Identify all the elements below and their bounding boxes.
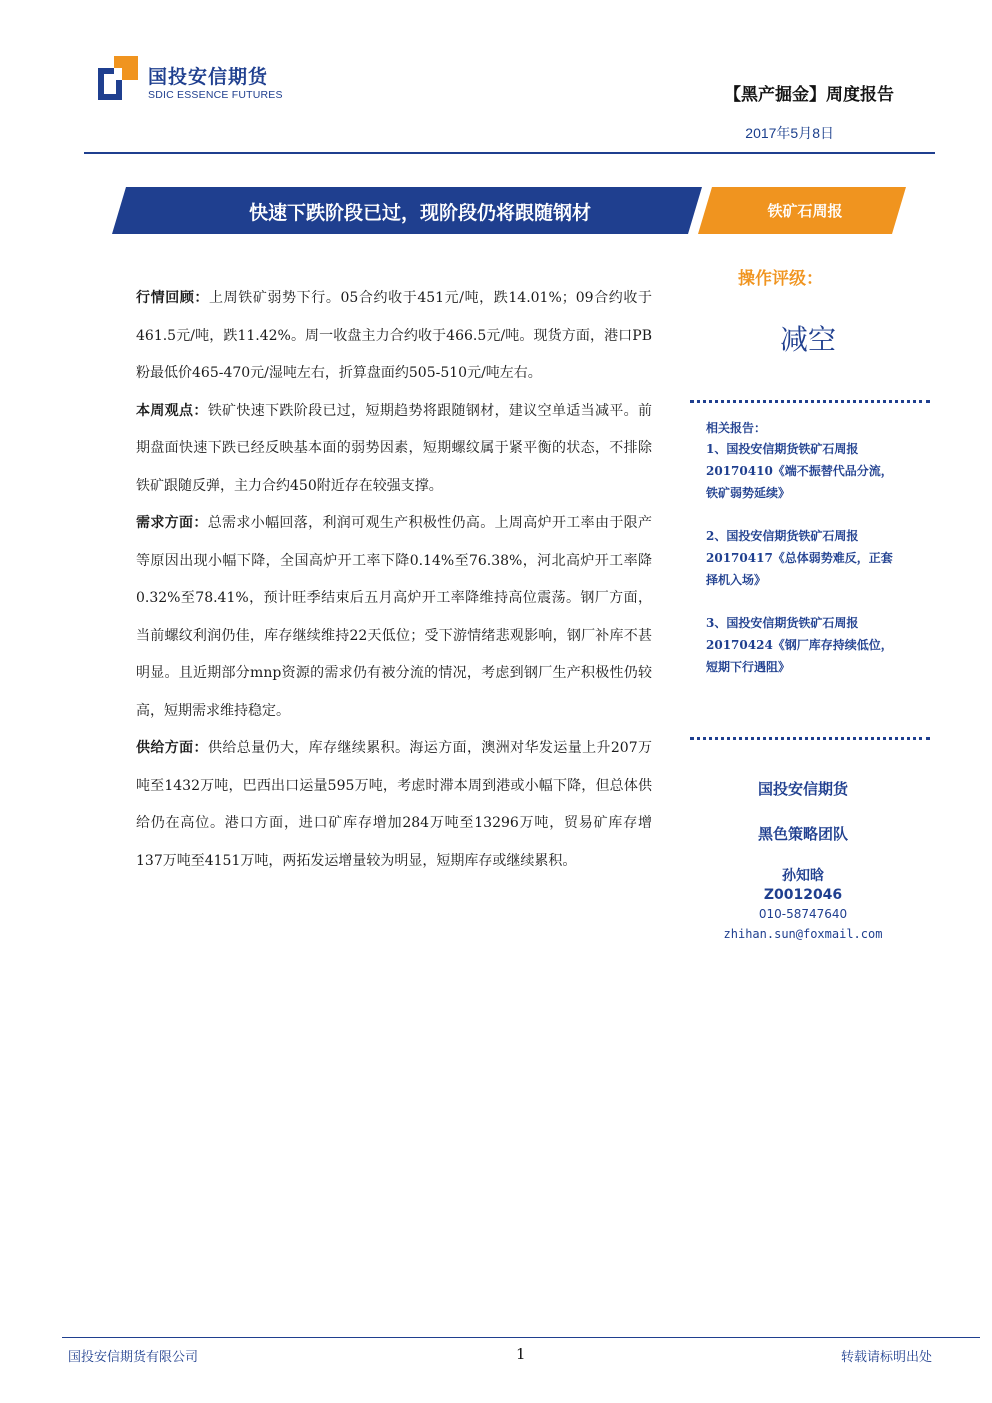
related-report-line: 20170424《钢厂库存持续低位， xyxy=(706,638,893,652)
related-report-line: 2、国投安信期货铁矿石周报 xyxy=(706,529,859,543)
author-id: Z0012046 xyxy=(763,887,843,903)
report-title: 快速下跌阶段已过，现阶段仍将跟随钢材 xyxy=(248,202,591,224)
author-name: 孙知晗 xyxy=(782,868,824,884)
logo-en-text: SDIC ESSENCE FUTURES xyxy=(148,89,283,101)
related-report-link[interactable] xyxy=(706,525,930,591)
related-reports-title: 相关报告： xyxy=(706,421,767,435)
report-date: 2017年5月8日 xyxy=(745,125,834,141)
footer-divider xyxy=(62,1337,980,1338)
logo-icon xyxy=(98,56,138,100)
paragraph-demand xyxy=(136,505,652,730)
related-report-line: 3、国投安信期货铁矿石周报 xyxy=(706,616,859,630)
related-report-line: 1、国投安信期货铁矿石周报 xyxy=(706,442,859,456)
author-phone: 010-58747640 xyxy=(758,907,848,921)
paragraph-text: 总需求小幅回落，利润可观生产积极性仍高。上周高炉开工率由于限产等原因出现小幅下降，全国高炉开工率下降0.14%至76.38%，河北高炉开工率降0.32%至78.41%，预计旺季结束后五月高炉开工率降维持高位震荡。钢厂方面，当前螺纹利润仍佳，库存继续维持22天低位；受下游情绪悲观影响，钢厂补库不甚明显。且近期部分mnp资源的需求仍有被分流的情况，考虑到钢厂生产积极性仍较高，短期需求维持稳定。 xyxy=(136,515,653,719)
footer-note: 转载请标明出处 xyxy=(840,1350,932,1365)
related-report-link[interactable] xyxy=(706,612,930,678)
rating-value: 减空 xyxy=(780,323,837,356)
paragraph-label: 供给方面： xyxy=(136,740,208,756)
sidebar-divider xyxy=(690,737,930,740)
company-logo xyxy=(98,56,288,106)
paragraph-label: 本周观点： xyxy=(136,402,208,419)
related-report-link[interactable] xyxy=(706,438,930,504)
paragraph-market-review xyxy=(136,280,652,393)
paragraph-supply xyxy=(136,730,652,880)
rating-label: 操作评级： xyxy=(738,269,823,289)
logo-cn-text: 国投安信期货 xyxy=(148,66,269,88)
team-company: 国投安信期货 xyxy=(757,780,848,798)
header-divider xyxy=(84,152,935,154)
paragraph-text: 铁矿快速下跌阶段已过，短期趋势将跟随钢材，建议空单适当减平。前期盘面快速下跌已经反映基本面的弱势因素，短期螺纹属于紧平衡的状态，不排除铁矿跟随反弹，主力合约450附近存在较强支撑。 xyxy=(136,402,653,494)
report-body xyxy=(136,280,652,880)
related-report-line: 20170410《端不振替代品分流， xyxy=(706,464,893,478)
sidebar-divider xyxy=(690,400,930,403)
related-report-line: 短期下行遇阻》 xyxy=(706,660,791,674)
paragraph-label: 需求方面： xyxy=(136,515,208,531)
team-name: 黑色策略团队 xyxy=(757,825,848,843)
paragraph-text: 供给总量仍大，库存继续累积。海运方面，澳洲对华发运量上升207万吨至1432万吨，巴西出口运量595万吨，考虑时滞本周到港或小幅下降，但总体供给仍在高位。港口方面，进口矿库存增加284万吨至13296万吨，贸易矿库存增137万吨至4151万吨，两拓发运增量较为明显，短期库存或继续累积。 xyxy=(136,740,652,869)
footer-company: 国投安信期货有限公司 xyxy=(68,1350,199,1365)
paragraph-weekly-view xyxy=(136,393,652,506)
report-type: 【黑产掘金】周度报告 xyxy=(724,85,894,105)
paragraph-text: 上周铁矿弱势下行。05合约收于451元/吨，跌14.01%；09合约收于461.5元/吨，跌11.42%。周一收盘主力合约收于466.5元/吨。现货方面，港口PB粉最低价465-470元/湿吨左右，折算盘面约505-510元/吨左右。 xyxy=(136,290,653,381)
related-report-line: 择机入场》 xyxy=(706,573,767,587)
related-report-line: 20170417《总体弱势难反，正套 xyxy=(706,551,893,565)
paragraph-label: 行情回顾： xyxy=(136,290,210,306)
page-number: 1 xyxy=(516,1345,526,1363)
author-email[interactable]: zhihan.sun@foxmail.com xyxy=(723,927,883,941)
report-tag: 铁矿石周报 xyxy=(767,202,843,220)
related-report-line: 铁矿弱势延续》 xyxy=(706,486,791,500)
